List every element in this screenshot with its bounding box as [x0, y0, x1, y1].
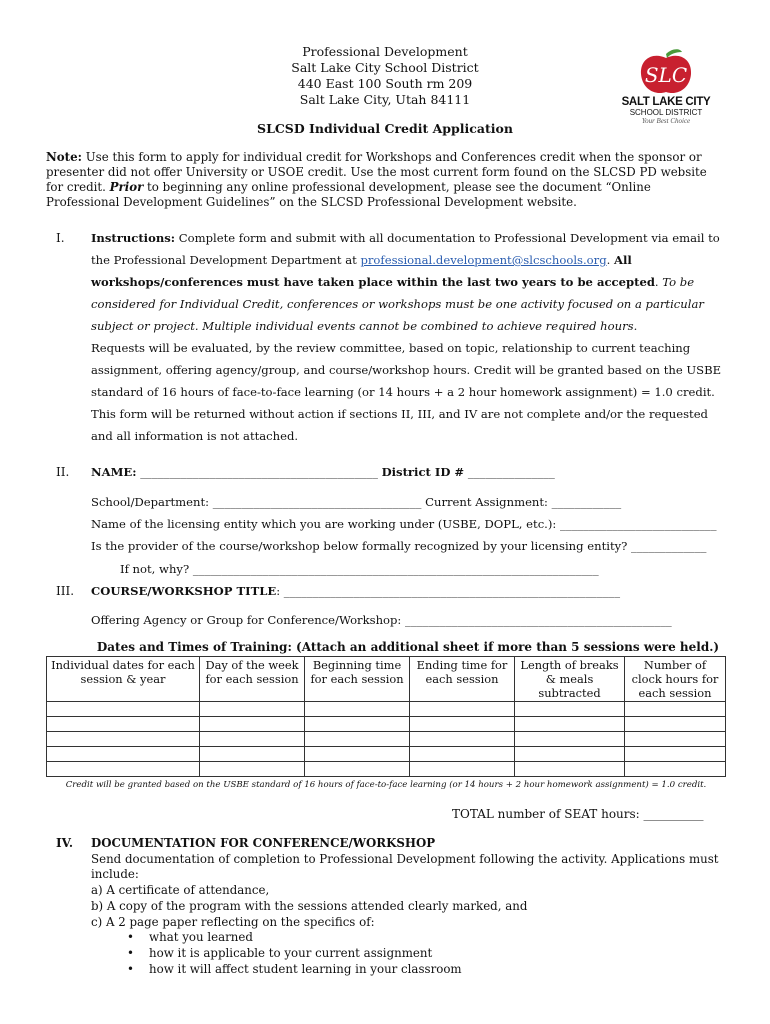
table-cell[interactable]: [410, 732, 515, 747]
table-caption: Dates and Times of Training: (Attach an additional sheet if more than 5 sessions were held.): [96, 640, 720, 654]
table-cell[interactable]: [625, 762, 726, 777]
table-cell[interactable]: [200, 747, 305, 762]
instructions-text-1: Complete form and submit with all documentation to Professional Development via email to the Professional Development Department at: [91, 231, 720, 267]
col-breaks: Length of breaks & meals subtracted: [515, 657, 625, 702]
table-cell[interactable]: [515, 762, 625, 777]
licensing-entity-row[interactable]: Name of the licensing entity which you are working under (USBE, DOPL, etc.): ___________________________: [91, 517, 717, 531]
note-label: Note:: [46, 150, 82, 164]
col-hours: Number of clock hours for each session: [625, 657, 726, 702]
logo-letters: SLC: [644, 63, 688, 87]
table-cell[interactable]: [625, 732, 726, 747]
evaluation-paragraph: Requests will be evaluated, by the review committee, based on topic, relationship to current teaching assignment, offering agency/group, and course/workshop hours. Credit will be granted based on the USBE standard of 16 hours of face-to-face learning (or 14 hours + a 2 hour homework assignment) = 1.0 credit.: [91, 341, 722, 399]
table-cell[interactable]: [305, 702, 410, 717]
table-row: [47, 702, 726, 717]
instructions-label: Instructions:: [91, 231, 176, 245]
reflection-bullets: [91, 930, 741, 977]
bullet-applicable: • how it is applicable to your current assignment: [149, 946, 741, 962]
table-cell[interactable]: [47, 717, 200, 732]
table-cell[interactable]: [200, 702, 305, 717]
individual-credit-note: To be considered for Individual Credit, conferences or workshops must be one activity focused on a particular subject or project. Multiple individual events cannot be combined to achieve required hours.: [91, 275, 704, 333]
training-times-table: [46, 656, 726, 777]
name-field[interactable]: _________________________________________: [136, 465, 378, 479]
note-text-2: to beginning any online professional development, please see the document “Online Professional Development Guidelines” on the SLCSD Professional Development website.: [46, 180, 651, 209]
logo-name: SALT LAKE CITY: [621, 96, 711, 108]
col-dates: Individual dates for each session & year: [47, 657, 200, 702]
section-1-instructions: [91, 227, 731, 337]
section-4-body: [91, 836, 741, 977]
col-end: Ending time for each session: [410, 657, 515, 702]
section-2-number: II.: [56, 465, 70, 479]
total-seat-hours[interactable]: TOTAL number of SEAT hours: __________: [452, 807, 704, 821]
table-cell[interactable]: [305, 732, 410, 747]
table-cell[interactable]: [410, 717, 515, 732]
table-row: [47, 732, 726, 747]
table-cell[interactable]: [200, 762, 305, 777]
district-address: [200, 44, 570, 108]
if-not-why-row[interactable]: If not, why? ______________________________________________________________________: [120, 562, 599, 576]
logo-subtitle: SCHOOL DISTRICT: [629, 108, 703, 117]
school-department-row[interactable]: School/Department: ____________________________________ Current Assignment: ____________: [91, 495, 622, 509]
header-line-2: Salt Lake City School District: [291, 60, 479, 75]
section-3-number: III.: [56, 584, 75, 598]
name-label: NAME:: [91, 465, 137, 479]
logo-tagline: Your Best Choice: [641, 117, 691, 125]
provider-recognized-row[interactable]: Is the provider of the course/workshop below formally recognized by your licensing entity? _____________: [91, 539, 707, 553]
col-day: Day of the week for each session: [200, 657, 305, 702]
section-4-heading: DOCUMENTATION FOR CONFERENCE/WORKSHOP: [91, 836, 436, 850]
section-1-number: I.: [56, 231, 65, 245]
two-year-rule: All workshops/conferences must have taken place within the last two years to be accepted: [91, 253, 655, 289]
pd-email-link[interactable]: professional.development@slcschools.org: [360, 253, 607, 267]
table-cell[interactable]: [515, 717, 625, 732]
instructions-text-2: .: [606, 253, 614, 267]
bullet-learned: • what you learned: [149, 930, 741, 946]
name-row: [91, 465, 555, 479]
bullet-student-learning: • how it will affect student learning in your classroom: [149, 962, 741, 978]
doc-item-a: a) A certificate of attendance,: [91, 883, 270, 898]
table-cell[interactable]: [625, 702, 726, 717]
credit-footnote: Credit will be granted based on the USBE standard of 16 hours of face-to-face learning (or 14 hours + 2 hour homework assignment) = 1.0 credit.: [65, 780, 707, 790]
table-cell[interactable]: [47, 747, 200, 762]
doc-item-c: c) A 2 page paper reflecting on the specifics of:: [91, 914, 375, 929]
table-cell[interactable]: [625, 747, 726, 762]
table-cell[interactable]: [200, 732, 305, 747]
table-row: [47, 717, 726, 732]
table-cell[interactable]: [515, 702, 625, 717]
offering-agency-row[interactable]: Offering Agency or Group for Conference/Workshop: ______________________________________________: [91, 613, 672, 627]
note-paragraph: [46, 150, 726, 210]
table-cell[interactable]: [410, 702, 515, 717]
table-cell[interactable]: [515, 747, 625, 762]
note-text-1: Use this form to apply for individual credit for Workshops and Conferences credit when the sponsor or presenter did not offer University or USOE credit. Use the most current form found on the SLCSD PD website for credit.: [46, 150, 707, 194]
doc-item-b: b) A copy of the program with the sessions attended clearly marked, and: [91, 898, 528, 913]
col-begin: Beginning time for each session: [305, 657, 410, 702]
instructions-text-3: .: [654, 275, 663, 289]
table-cell[interactable]: [47, 732, 200, 747]
table-cell[interactable]: [200, 717, 305, 732]
table-header-row: [47, 657, 726, 702]
table-row: [47, 762, 726, 777]
district-id-field[interactable]: _______________: [464, 465, 555, 479]
table-cell[interactable]: [410, 747, 515, 762]
table-cell[interactable]: [305, 762, 410, 777]
table-cell[interactable]: [305, 717, 410, 732]
course-title-row[interactable]: [91, 584, 620, 598]
header-line-3: 440 East 100 South rm 209: [297, 76, 473, 91]
table-cell[interactable]: [47, 762, 200, 777]
table-row: [47, 747, 726, 762]
table-cell[interactable]: [625, 717, 726, 732]
course-title-label: COURSE/WORKSHOP TITLE: [91, 584, 277, 598]
apple-logo-icon: [636, 46, 696, 96]
course-title-field[interactable]: : __________________________________________________________: [276, 584, 621, 598]
table-cell[interactable]: [305, 747, 410, 762]
section-4-intro: Send documentation of completion to Professional Development following the activity. Applications must include:: [91, 851, 719, 882]
header-line-4: Salt Lake City, Utah 84111: [299, 92, 471, 107]
form-title: SLCSD Individual Credit Application: [257, 121, 513, 136]
header-line-1: Professional Development: [302, 44, 468, 59]
table-cell[interactable]: [47, 702, 200, 717]
district-id-label: District ID #: [381, 465, 465, 479]
return-paragraph: This form will be returned without action if sections II, III, and IV are not complete and/or the requested and all information is not attached.: [91, 407, 708, 443]
section-4-number: IV.: [56, 836, 74, 850]
note-prior: Prior: [109, 180, 144, 194]
table-cell[interactable]: [410, 762, 515, 777]
table-cell[interactable]: [515, 732, 625, 747]
